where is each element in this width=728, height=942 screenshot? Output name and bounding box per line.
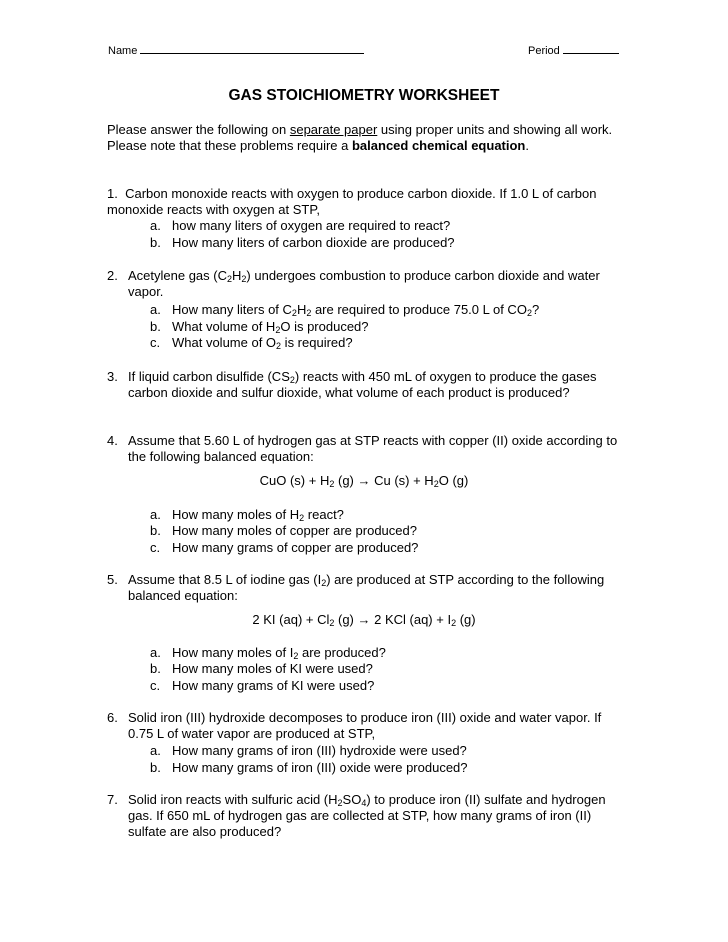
question-text: Assume that 5.60 L of hydrogen gas at STP reacts with copper (II) oxide according to the following balanced equation: xyxy=(128,433,618,464)
sub-text: How many moles of KI were used? xyxy=(172,661,373,676)
page-title: GAS STOICHIOMETRY WORKSHEET xyxy=(228,87,500,104)
period-blank-line[interactable] xyxy=(563,43,619,54)
subscript: 2 xyxy=(337,798,343,808)
question-text-b: ) reacts with 450 mL of oxygen to produce the gases carbon dioxide and sulfur dioxide, what volume of each product is produced? xyxy=(128,369,597,400)
question-number: 3. xyxy=(107,369,118,384)
sub-text: What volume of $O_2$ is required? xyxy=(172,335,353,351)
sub-text: How many liters of carbon dioxide are produced? xyxy=(172,235,455,250)
sub-letter: a. xyxy=(150,218,161,233)
sub-letter: c. xyxy=(150,335,161,350)
sub-text: How many moles of copper are produced? xyxy=(172,523,417,538)
equation-5: 2 KI $(aq) + Cl_2$ (g) → 2 KCl $(aq) + I_2$ (g) xyxy=(252,612,476,628)
instructions-bold: balanced chemical equation xyxy=(351,138,526,153)
question-text-a: Solid iron reacts with sulfuric acid (H xyxy=(128,792,338,807)
sub-letter: b. xyxy=(150,661,161,676)
sub-letter: b. xyxy=(150,319,161,334)
question-text-c: ) to produce iron (II) sulfate and hydrogen gas. If 650 mL of hydrogen gas are collected at STP, how many grams of iron (II) sulfate are also produced? xyxy=(128,792,606,839)
question-text-b: SO xyxy=(342,792,362,807)
sub-letter: a. xyxy=(150,507,161,522)
sub-letter: a. xyxy=(150,743,161,758)
question-7 xyxy=(107,792,627,840)
question-number: 6. xyxy=(107,710,118,725)
sub-letter: a. xyxy=(150,645,161,660)
subscript: 2 xyxy=(241,274,247,284)
subscript: 2 xyxy=(289,375,295,385)
question-text-a: If liquid carbon disulfide (CS xyxy=(128,369,290,384)
sub-letter: b. xyxy=(150,235,161,250)
question-3 xyxy=(107,369,627,401)
question-number: 5. xyxy=(107,572,118,587)
sub-letter: a. xyxy=(150,302,161,317)
sub-text: How many grams of KI were used? xyxy=(172,678,375,693)
question-text-a: Assume that 8.5 L of iodine gas (I xyxy=(128,572,322,587)
sub-text: What volume of $H_2O$ is produced? xyxy=(172,319,369,335)
equation-4: CuO $(s) + H_2$ (g) → Cu $(s) + H_2O$ (g) xyxy=(259,473,469,489)
name-label: Name xyxy=(108,45,138,57)
question-text: Solid iron (III) hydroxide decomposes to produce iron (III) oxide and water vapor. If 0.75 L of water vapor are produced at STP, xyxy=(128,710,602,741)
instructions-text-1: Please answer the following on xyxy=(107,122,290,137)
instructions-text-2: using proper units and showing all work. Please note that these problems require a xyxy=(107,122,613,153)
sub-letter: b. xyxy=(150,523,161,538)
question-6 xyxy=(107,710,627,742)
instructions xyxy=(107,122,627,154)
question-number: 2. xyxy=(107,268,118,283)
sub-text: How many moles of $I_2$ are produced? xyxy=(172,645,386,661)
question-number: 4. xyxy=(107,433,118,448)
question-text-b: ) are produced at STP according to the following balanced equation: xyxy=(128,572,605,603)
sub-letter: c. xyxy=(150,540,161,555)
name-blank-line[interactable] xyxy=(140,43,364,54)
question-text: Carbon monoxide reacts with oxygen to produce carbon dioxide. If 1.0 L of carbon monoxide reacts with oxygen at STP, xyxy=(107,186,597,217)
sub-text: How many grams of copper are produced? xyxy=(172,540,419,555)
period-field[interactable] xyxy=(528,43,619,57)
question-number: 1. xyxy=(107,186,118,201)
sub-text: How many liters of $C_2H_2$ are required to produce 75.0 L of $CO_2$? xyxy=(172,302,540,318)
sub-text: How many grams of iron (III) oxide were produced? xyxy=(172,760,468,775)
question-text-b: H xyxy=(232,268,242,283)
question-number: 7. xyxy=(107,792,118,807)
question-text-a: Acetylene gas (C xyxy=(128,268,227,283)
sub-text: how many liters of oxygen are required to react? xyxy=(172,218,451,233)
sub-text: How many grams of iron (III) hydroxide were used? xyxy=(172,743,467,758)
subscript: 4 xyxy=(361,798,367,808)
instructions-underlined: separate paper xyxy=(289,122,378,137)
sub-text: How many moles of $H_2$ react? xyxy=(172,507,344,523)
name-field[interactable] xyxy=(108,43,364,57)
subscript: 2 xyxy=(321,578,327,588)
question-4 xyxy=(107,433,627,465)
sub-letter: c. xyxy=(150,678,161,693)
sub-letter: b. xyxy=(150,760,161,775)
subscript: 2 xyxy=(227,274,233,284)
question-2 xyxy=(107,268,627,300)
question-5 xyxy=(107,572,627,604)
instructions-text-3: . xyxy=(525,138,529,153)
period-label: Period xyxy=(528,45,560,57)
question-1 xyxy=(107,186,627,218)
question-text-c: ) undergoes combustion to produce carbon dioxide and water vapor. xyxy=(128,268,600,299)
